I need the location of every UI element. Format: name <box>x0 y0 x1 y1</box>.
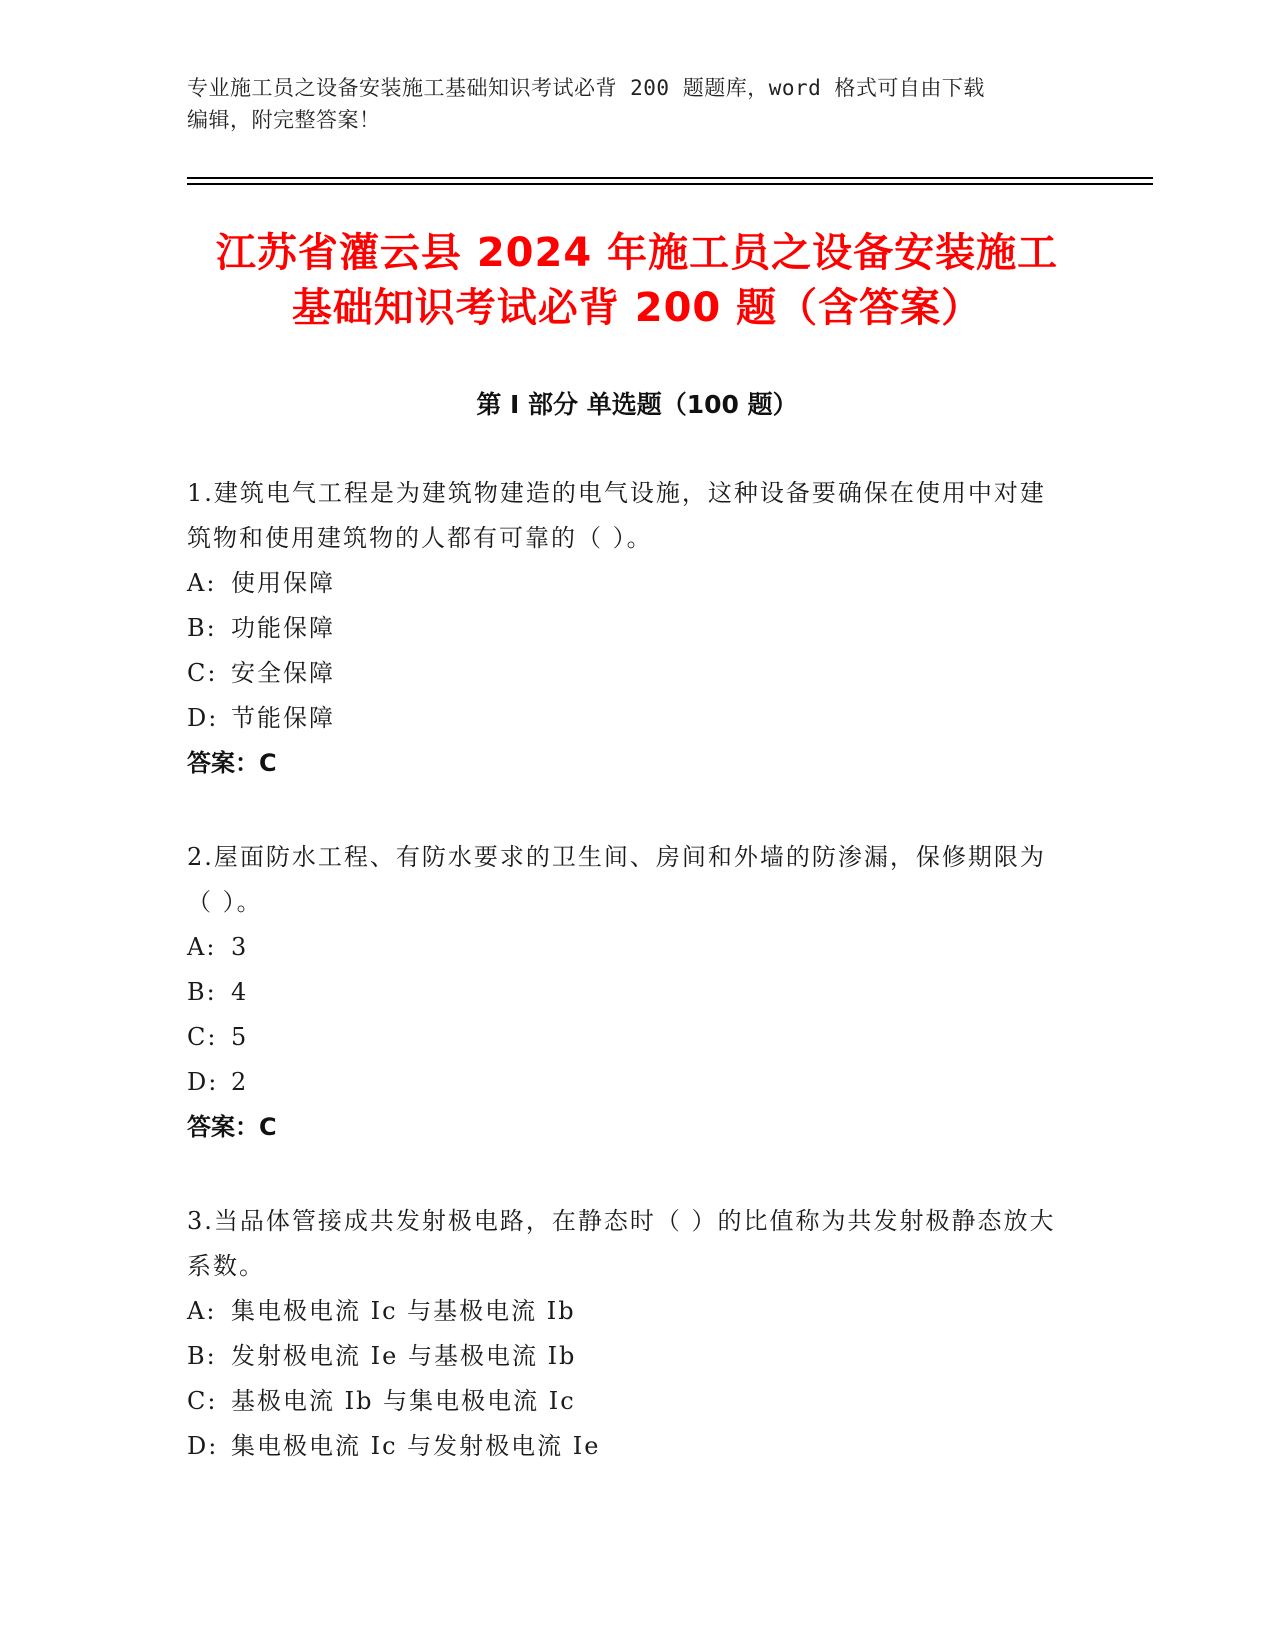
option-text: 安全保障 <box>231 659 335 687</box>
option-text: 3 <box>231 933 249 961</box>
option-a <box>187 925 1067 970</box>
option-text: 使用保障 <box>231 569 335 597</box>
option-a <box>187 561 1067 606</box>
option-text: 节能保障 <box>231 704 335 732</box>
option-b <box>187 970 1067 1015</box>
option-letter: A: <box>187 933 217 961</box>
option-text: 基极电流 Ib 与集电极电流 Ic <box>231 1387 576 1415</box>
document-title <box>187 226 1087 336</box>
option-c <box>187 1015 1067 1060</box>
document-title-line-1: 江苏省灌云县 2024 年施工员之设备安装施工 <box>215 230 1059 276</box>
question-1 <box>187 471 1067 786</box>
option-d <box>187 696 1067 741</box>
question-stem: 1.建筑电气工程是为建筑物建造的电气设施，这种设备要确保在使用中对建筑物和使用建筑物的人都有可靠的（ ）。 <box>187 479 1046 552</box>
option-letter: D: <box>187 1068 219 1096</box>
question-stem: 3.当品体管接成共发射极电路，在静态时（ ）的比值称为共发射极静态放大系数。 <box>187 1207 1056 1280</box>
option-text: 2 <box>231 1068 249 1096</box>
question-2 <box>187 835 1067 1150</box>
header-note-line-2: 编辑，附完整答案！ <box>187 108 381 132</box>
option-c <box>187 1379 1067 1424</box>
question-3 <box>187 1199 1067 1469</box>
option-b <box>187 1334 1067 1379</box>
section-heading: 第 I 部分 单选题（100 题） <box>476 390 798 419</box>
question-stem: 2.屋面防水工程、有防水要求的卫生间、房间和外墙的防渗漏，保修期限为（ ）。 <box>187 843 1046 916</box>
option-b <box>187 606 1067 651</box>
option-d <box>187 1060 1067 1105</box>
header-note-line-1: 专业施工员之设备安装施工基础知识考试必背 200 题题库，word 格式可自由下载 <box>187 76 985 100</box>
answer-line: 答案：C <box>187 749 277 777</box>
option-d <box>187 1424 1067 1469</box>
option-letter: B: <box>187 614 217 642</box>
option-a <box>187 1289 1067 1334</box>
option-letter: D: <box>187 704 219 732</box>
answer-line: 答案：C <box>187 1113 277 1141</box>
header-rule-top <box>187 177 1153 179</box>
header-rule-bottom <box>187 183 1153 185</box>
option-c <box>187 651 1067 696</box>
option-letter: B: <box>187 978 217 1006</box>
option-text: 集电极电流 Ic 与基极电流 Ib <box>231 1297 576 1325</box>
option-text: 发射极电流 Ie 与基极电流 Ib <box>231 1342 577 1370</box>
option-text: 集电极电流 Ic 与发射极电流 Ie <box>231 1432 601 1460</box>
option-text: 4 <box>231 978 249 1006</box>
option-letter: C: <box>187 1387 218 1415</box>
option-letter: A: <box>187 569 217 597</box>
option-text: 功能保障 <box>231 614 335 642</box>
option-letter: B: <box>187 1342 217 1370</box>
option-letter: A: <box>187 1297 217 1325</box>
option-letter: C: <box>187 1023 218 1051</box>
option-letter: D: <box>187 1432 219 1460</box>
option-text: 5 <box>231 1023 249 1051</box>
option-letter: C: <box>187 659 218 687</box>
header-note <box>187 72 1067 136</box>
document-title-line-2: 基础知识考试必背 200 题（含答案） <box>291 285 983 331</box>
